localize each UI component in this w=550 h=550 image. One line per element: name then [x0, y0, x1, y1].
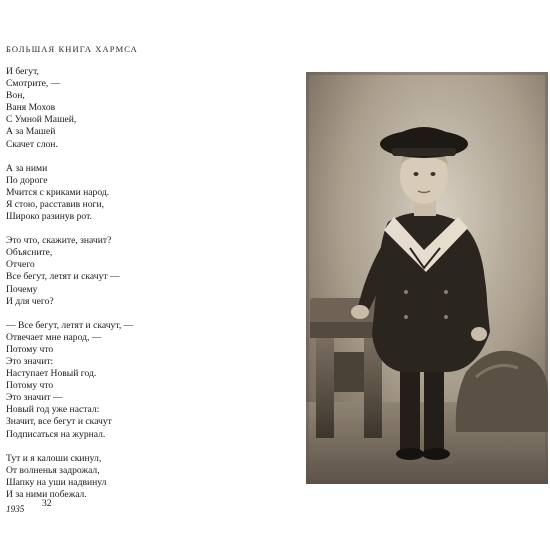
poem-line: Это значит —: [6, 392, 63, 404]
running-header: БОЛЬШАЯ КНИГА ХАРМСА: [6, 44, 138, 54]
poem-line: Скачет слон.: [6, 138, 58, 150]
poem-line: Значит, все бегут и скачут: [6, 416, 112, 428]
stanza: [6, 235, 286, 308]
poem-line: А за ними: [6, 162, 48, 174]
poem-line: Потому что: [6, 380, 54, 392]
poem: [6, 66, 286, 515]
poem-line: Смотрите, —: [6, 78, 61, 90]
stanza: [6, 66, 286, 151]
poem-line: Вон,: [6, 90, 25, 102]
poem-line: Новый год уже настал:: [6, 404, 100, 416]
poem-line: С Умной Машей,: [6, 114, 77, 126]
poem-line: От волненья задрожал,: [6, 464, 100, 476]
poem-line: Почему: [6, 283, 38, 295]
poem-line: Потому что: [6, 343, 54, 355]
poem-line: Отвечает мне народ, —: [6, 331, 102, 343]
poem-line: Подписаться на журнал.: [6, 428, 106, 440]
stanza: [6, 163, 286, 223]
poem-line: Ваня Мохов: [6, 102, 56, 114]
poem-line: А за Машей: [6, 126, 56, 138]
poem-line: Широко разинув рот.: [6, 211, 92, 223]
poem-line: Я стою, расставив ноги,: [6, 198, 105, 210]
poem-line: И для чего?: [6, 295, 54, 307]
sepia-portrait-image: [306, 72, 548, 484]
poem-date: 1935: [6, 504, 25, 514]
page-number: 32: [42, 498, 52, 509]
poem-line: Тут и я калоши скинул,: [6, 452, 102, 464]
poem-line: Шапку на уши надвинул: [6, 476, 107, 488]
poem-line: Отчего: [6, 259, 35, 271]
portrait-photo: [306, 72, 548, 484]
poem-line: Наступает Новый год.: [6, 368, 97, 380]
stanza: [6, 453, 286, 501]
poem-line: И за ними побежал.: [6, 488, 87, 500]
poem-line: И бегут,: [6, 66, 39, 77]
poem-line: — Все бегут, летят и скачут, —: [6, 319, 134, 331]
poem-line: Это значит:: [6, 355, 54, 367]
poem-line: Это что, скажите, значит?: [6, 235, 112, 247]
poem-line: По дороге: [6, 174, 48, 186]
poem-line: Мчится с криками народ.: [6, 186, 110, 198]
stanza: [6, 320, 286, 441]
poem-line: Объясните,: [6, 247, 53, 259]
poem-line: Все бегут, летят и скачут —: [6, 271, 120, 283]
